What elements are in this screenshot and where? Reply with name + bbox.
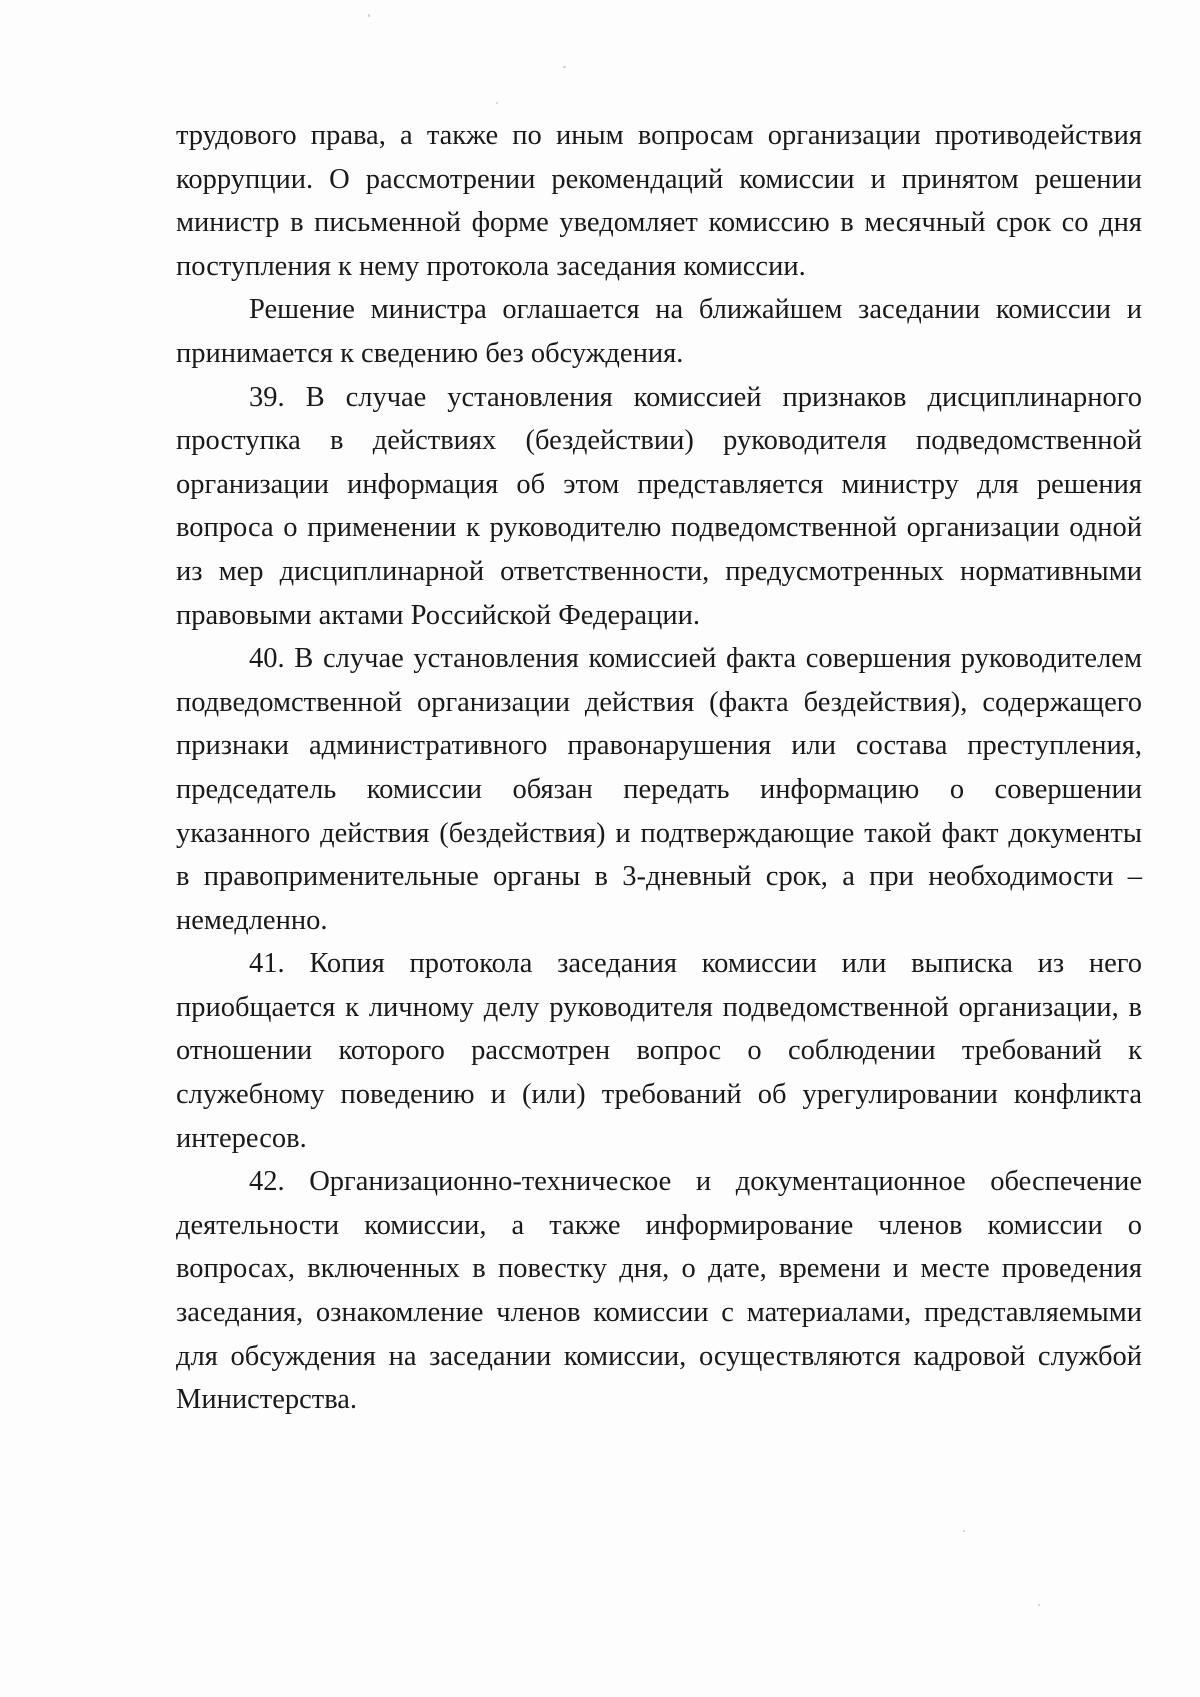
scan-speck — [963, 1530, 965, 1532]
paragraph-42: 42. Организационно-техническое и документационное обеспечение деятельности комиссии, а также информирование членов комиссии о вопросах, включенных в повестку дня, о дате, времени и месте проведения заседания, ознакомление членов комиссии с материалами, представляемыми для обсуждения на заседании комиссии, осуществляются кадровой службой Министерства. — [176, 1166, 1142, 1416]
scan-speck — [563, 66, 566, 68]
paragraph-40: 40. В случае установления комиссией факта совершения руководителем подведомственной организации действия (факта бездействия), содержащего признаки административного правонарушения или состава преступления, председатель комиссии обязан передать информацию о совершении указанного действия (бездействия) и подтверждающие такой факт документы в правоприменительные органы в 3-дневный срок, а при необходимости – немедленно. — [176, 643, 1142, 936]
scan-speck — [368, 14, 370, 17]
paragraph-39: 39. В случае установления комиссией признаков дисциплинарного проступка в действиях (бездействии) руководителя подведомственной организации информация об этом представляется министру для решения вопроса о применении к руководителю подведомственной организации одной из мер дисциплинарной ответственности, предусмотренных нормативными правовыми актами Российской Федерации. — [176, 381, 1142, 631]
paragraph-41: 41. Копия протокола заседания комиссии или выписка из него приобщается к личному делу руководителя подведомственной организации, в отношении которого рассмотрен вопрос о соблюдении требований к служебному поведению и (или) требований об урегулировании конфликта интересов. — [176, 948, 1142, 1154]
paragraph-minister-decision: Решение министра оглашается на ближайшем заседании комиссии и принимается к сведению без обсуждения. — [176, 294, 1142, 369]
document-body — [176, 114, 1142, 1422]
paragraph-continuation: трудового права, а также по иным вопросам организации противодействия коррупции. О рассмотрении рекомендаций комиссии и принятом решении министр в письменной форме уведомляет комиссию в месячный срок со дня поступления к нему протокола заседания комиссии. — [176, 120, 1142, 282]
scan-speck — [1038, 1604, 1040, 1606]
scan-speck — [496, 102, 498, 104]
